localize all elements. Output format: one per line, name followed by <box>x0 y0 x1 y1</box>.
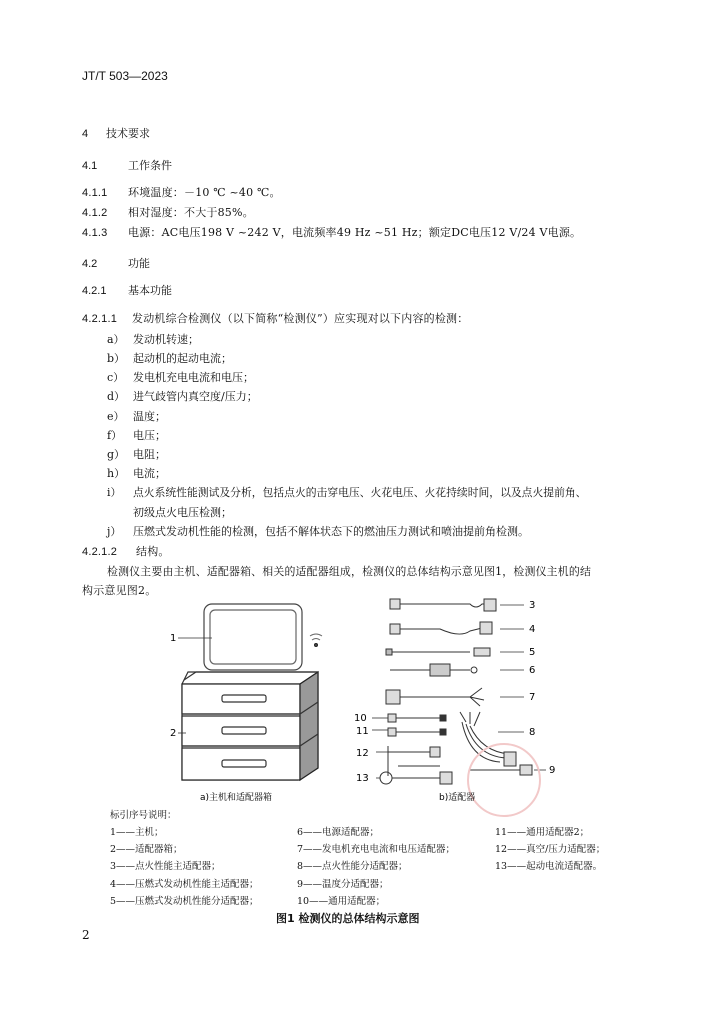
legend-item: 2——适配器箱； <box>110 844 183 855</box>
clause-text: 电源：AC电压198 V ~242 V，电流频率49 Hz ~51 Hz；额定DC电压12 V/24 V电源。 <box>128 226 582 239</box>
paragraph-line: 构示意见图2。 <box>82 584 157 597</box>
page-number: 2 <box>82 928 90 942</box>
callout-label: 7 <box>529 692 536 703</box>
list-label: j） <box>107 525 122 538</box>
section-title: 功能 <box>128 257 150 270</box>
list-label: a） <box>107 333 125 346</box>
list-label: c） <box>107 371 125 384</box>
legend-item: 12——真空/压力适配器； <box>495 844 606 855</box>
list-text: 电阻； <box>133 448 166 461</box>
list-text: 发电机充电电流和电压； <box>133 371 254 384</box>
clause-number: 4.1.2 <box>82 207 108 219</box>
clause-number: 4.1.1 <box>82 187 108 199</box>
adapters-illustration <box>372 599 546 784</box>
clause-text: 结构。 <box>136 545 170 558</box>
legend-item: 1——主机； <box>110 827 164 838</box>
section-title: 技术要求 <box>106 127 150 140</box>
standard-code: JT/T 503—2023 <box>82 69 168 83</box>
list-label: g） <box>107 448 126 461</box>
callout-label: 2 <box>170 728 177 739</box>
clause-text: 发动机综合检测仪（以下简称“检测仪”）应实现对以下内容的检测： <box>132 312 469 325</box>
callout-label: 13 <box>356 773 369 784</box>
callout-label: 3 <box>529 600 536 611</box>
list-label: f） <box>107 429 123 442</box>
clause-number: 4.1.3 <box>82 227 108 239</box>
adapter-box-illustration <box>182 672 318 780</box>
clause-number: 4.2.1.2 <box>82 546 118 558</box>
clause-number: 4.2.1.1 <box>82 313 118 325</box>
callout-label: 4 <box>529 624 536 635</box>
clause-text: 环境温度：－10 ℃ ~40 ℃。 <box>128 186 281 199</box>
list-item-continuation: 初级点火电压检测； <box>133 506 232 519</box>
legend-title: 标引序号说明： <box>110 810 177 821</box>
list-text: 发动机转速； <box>133 333 199 346</box>
list-text: 电压； <box>133 429 166 442</box>
callout-label: 10 <box>354 713 367 724</box>
callout-label: 8 <box>529 727 536 738</box>
legend-item: 9——温度分适配器； <box>297 879 389 890</box>
list-text: 温度； <box>133 410 166 423</box>
section-number: 4.1 <box>82 160 98 172</box>
section-title: 工作条件 <box>128 159 172 172</box>
list-label: b） <box>107 352 126 365</box>
section-number: 4.2.1 <box>82 285 107 297</box>
callout-label: 1 <box>170 633 177 644</box>
legend-item: 6——电源适配器； <box>297 827 380 838</box>
legend-item: 4——压燃式发动机性能主适配器； <box>110 879 259 890</box>
list-label: h） <box>107 467 126 480</box>
list-label: d） <box>107 390 126 403</box>
figure-caption: 图1 检测仪的总体结构示意图 <box>276 912 420 925</box>
legend-item: 8——点火性能分适配器； <box>297 861 408 872</box>
callout-label: 9 <box>549 765 556 776</box>
list-text: 起动机的起动电流； <box>133 352 232 365</box>
callout-label: 11 <box>356 726 369 737</box>
callout-label: 6 <box>529 665 536 676</box>
list-label: e） <box>107 410 125 423</box>
section-number: 4 <box>82 128 89 140</box>
callout-label: 12 <box>356 748 369 759</box>
list-label: i） <box>107 486 122 499</box>
legend-item: 11——通用适配器2； <box>495 827 590 838</box>
legend-item: 10——通用适配器； <box>297 896 386 907</box>
section-title: 基本功能 <box>128 284 172 297</box>
subcaption-b: b)适配器 <box>439 793 476 803</box>
legend-item: 3——点火性能主适配器； <box>110 861 221 872</box>
list-text: 电流； <box>133 467 166 480</box>
callout-label: 5 <box>529 647 536 658</box>
subcaption-a: a)主机和适配器箱 <box>200 793 273 803</box>
list-text: 点火系统性能测试及分析，包括点火的击穿电压、火花电压、火花持续时间，以及点火提前角、 <box>133 486 587 499</box>
legend-item: 5——压燃式发动机性能分适配器； <box>110 896 259 907</box>
list-text: 压燃式发动机性能的检测，包括不解体状态下的燃油压力测试和喷油提前角检测。 <box>133 525 529 538</box>
list-text: 进气歧管内真空度/压力； <box>133 390 258 403</box>
clause-text: 相对湿度：不大于85%。 <box>128 206 254 219</box>
legend-item: 13——起动电流适配器。 <box>495 861 603 872</box>
section-number: 4.2 <box>82 258 98 270</box>
legend-item: 7——发电机充电电流和电压适配器； <box>297 844 456 855</box>
host-unit-illustration <box>204 604 322 670</box>
paragraph-line: 检测仪主要由主机、适配器箱、相关的适配器组成，检测仪的总体结构示意见图1，检测仪主机的结 <box>107 565 592 578</box>
